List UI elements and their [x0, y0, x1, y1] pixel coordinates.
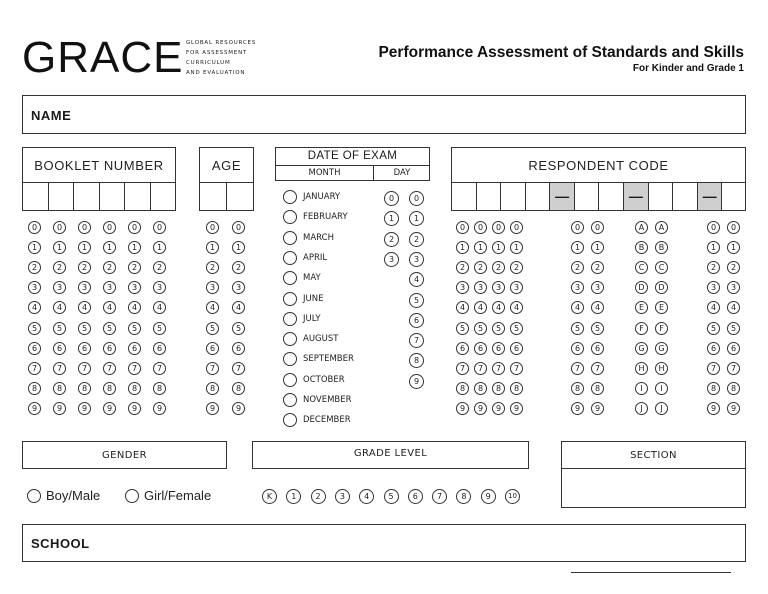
respondent-digit-bubble[interactable]: 7: [474, 362, 487, 375]
respondent-digit-bubble[interactable]: 6: [591, 342, 604, 355]
booklet-digit-bubble[interactable]: 8: [103, 382, 116, 395]
age-digit-bubble[interactable]: 9: [232, 402, 245, 415]
respondent-digit-bubble[interactable]: 3: [492, 281, 505, 294]
respondent-letter-bubble[interactable]: E: [635, 301, 648, 314]
booklet-digit-bubble[interactable]: 9: [128, 402, 141, 415]
age-digit-bubble[interactable]: 0: [232, 221, 245, 234]
respondent-code-cell[interactable]: [575, 183, 600, 210]
month-label-march: MARCH: [303, 233, 334, 243]
respondent-digit-bubble[interactable]: 4: [510, 301, 523, 314]
respondent-digit-bubble[interactable]: 1: [727, 241, 740, 254]
grade-level-bubble[interactable]: 5: [384, 489, 399, 504]
booklet-digit-bubble[interactable]: 7: [78, 362, 91, 375]
respondent-digit-bubble[interactable]: 5: [591, 322, 604, 335]
age-digit-bubble[interactable]: 2: [232, 261, 245, 274]
logo-tagline-line: FOR ASSESSMENT: [186, 50, 248, 56]
respondent-letter-bubble[interactable]: C: [635, 261, 648, 274]
booklet-number-boxes[interactable]: [22, 183, 176, 211]
respondent-letter-bubble[interactable]: H: [635, 362, 648, 375]
respondent-digit-bubble[interactable]: 0: [727, 221, 740, 234]
respondent-digit-bubble[interactable]: 6: [510, 342, 523, 355]
booklet-digit-bubble[interactable]: 4: [28, 301, 41, 314]
respondent-letter-bubble[interactable]: F: [635, 322, 648, 335]
respondent-digit-bubble[interactable]: 4: [591, 301, 604, 314]
booklet-digit-bubble[interactable]: 3: [153, 281, 166, 294]
respondent-letter-bubble[interactable]: H: [655, 362, 668, 375]
respondent-digit-bubble[interactable]: 8: [510, 382, 523, 395]
day-tens-bubble[interactable]: 2: [384, 232, 399, 247]
respondent-code-cell[interactable]: [722, 183, 747, 210]
respondent-digit-bubble[interactable]: 8: [591, 382, 604, 395]
day-units-bubble[interactable]: 5: [409, 293, 424, 308]
booklet-digit-bubble[interactable]: 2: [78, 261, 91, 274]
gender-label: GENDER: [102, 450, 147, 461]
booklet-digit-bubble[interactable]: 4: [78, 301, 91, 314]
booklet-digit-bubble[interactable]: 3: [128, 281, 141, 294]
month-radio[interactable]: [283, 231, 297, 245]
age-digit-bubble[interactable]: 5: [232, 322, 245, 335]
booklet-digit-bubble[interactable]: 4: [103, 301, 116, 314]
booklet-digit-bubble[interactable]: 0: [28, 221, 41, 234]
respondent-digit-bubble[interactable]: 1: [591, 241, 604, 254]
respondent-letter-bubble[interactable]: D: [635, 281, 648, 294]
logo-tagline-line: AND EVALUATION: [186, 70, 246, 76]
respondent-digit-bubble[interactable]: 5: [456, 322, 469, 335]
booklet-digit-bubble[interactable]: 7: [153, 362, 166, 375]
month-label-october: OCTOBER: [303, 375, 345, 385]
date-of-exam-header: [275, 147, 430, 181]
month-radio[interactable]: [283, 210, 297, 224]
age-digit-bubble[interactable]: 8: [206, 382, 219, 395]
respondent-digit-bubble[interactable]: 7: [707, 362, 720, 375]
respondent-letter-bubble[interactable]: I: [635, 382, 648, 395]
age-header: [199, 147, 254, 183]
month-radio[interactable]: [283, 373, 297, 387]
month-radio[interactable]: [283, 312, 297, 326]
respondent-digit-bubble[interactable]: 9: [492, 402, 505, 415]
respondent-code-cell[interactable]: [501, 183, 526, 210]
respondent-code-boxes[interactable]: [451, 183, 746, 211]
month-radio[interactable]: [283, 352, 297, 366]
booklet-digit-bubble[interactable]: 2: [128, 261, 141, 274]
month-label-april: APRIL: [303, 253, 328, 263]
school-field[interactable]: [22, 524, 746, 562]
respondent-digit-bubble[interactable]: 7: [456, 362, 469, 375]
booklet-digit-bubble[interactable]: 8: [28, 382, 41, 395]
age-digit-bubble[interactable]: 8: [232, 382, 245, 395]
booklet-digit-bubble[interactable]: 5: [78, 322, 91, 335]
age-digit-bubble[interactable]: 4: [232, 301, 245, 314]
signature-line: [571, 572, 731, 573]
page-title: Performance Assessment of Standards and Skills: [378, 44, 744, 61]
day-label: DAY: [393, 168, 411, 178]
day-tens-bubble[interactable]: 0: [384, 191, 399, 206]
respondent-digit-bubble[interactable]: 8: [727, 382, 740, 395]
name-field[interactable]: [22, 95, 746, 134]
booklet-digit-bubble[interactable]: 7: [103, 362, 116, 375]
gender-girl-radio[interactable]: [125, 489, 139, 503]
respondent-digit-bubble[interactable]: 3: [510, 281, 523, 294]
booklet-digit-bubble[interactable]: 1: [28, 241, 41, 254]
respondent-digit-bubble[interactable]: 0: [456, 221, 469, 234]
grade-level-bubble[interactable]: K: [262, 489, 277, 504]
grade-level-bubble[interactable]: 10: [505, 489, 520, 504]
booklet-digit-bubble[interactable]: 2: [153, 261, 166, 274]
booklet-digit-bubble[interactable]: 6: [153, 342, 166, 355]
respondent-digit-bubble[interactable]: 6: [707, 342, 720, 355]
age-digit-bubble[interactable]: 6: [232, 342, 245, 355]
respondent-digit-bubble[interactable]: 1: [492, 241, 505, 254]
gender-boy-radio[interactable]: [27, 489, 41, 503]
respondent-digit-bubble[interactable]: 1: [510, 241, 523, 254]
booklet-digit-bubble[interactable]: 2: [53, 261, 66, 274]
respondent-letter-bubble[interactable]: G: [635, 342, 648, 355]
respondent-digit-bubble[interactable]: 7: [591, 362, 604, 375]
booklet-digit-bubble[interactable]: 6: [78, 342, 91, 355]
respondent-digit-bubble[interactable]: 5: [571, 322, 584, 335]
respondent-letter-bubble[interactable]: A: [635, 221, 648, 234]
grade-level-bubble[interactable]: 2: [311, 489, 326, 504]
respondent-digit-bubble[interactable]: 3: [707, 281, 720, 294]
logo-wordmark: GRACE: [22, 33, 184, 82]
grade-level-label: GRADE LEVEL: [353, 448, 428, 459]
respondent-digit-bubble[interactable]: 1: [571, 241, 584, 254]
age-digit-bubble[interactable]: 7: [206, 362, 219, 375]
age-digit-bubble[interactable]: 7: [232, 362, 245, 375]
booklet-digit-bubble[interactable]: 1: [153, 241, 166, 254]
booklet-digit-bubble[interactable]: 3: [53, 281, 66, 294]
respondent-digit-bubble[interactable]: 4: [727, 301, 740, 314]
day-units-bubble[interactable]: 1: [409, 211, 424, 226]
month-radio[interactable]: [283, 251, 297, 265]
booklet-digit-bubble[interactable]: 6: [128, 342, 141, 355]
respondent-code-header: [451, 147, 746, 183]
respondent-digit-bubble[interactable]: 6: [456, 342, 469, 355]
gender-girl-label: Girl/Female: [144, 488, 212, 503]
respondent-digit-bubble[interactable]: 2: [456, 261, 469, 274]
section-label: SECTION: [630, 450, 677, 461]
respondent-digit-bubble[interactable]: 9: [456, 402, 469, 415]
booklet-digit-bubble[interactable]: 0: [103, 221, 116, 234]
booklet-digit-bubble[interactable]: 9: [28, 402, 41, 415]
respondent-digit-bubble[interactable]: 3: [456, 281, 469, 294]
grade-level-bubble[interactable]: 8: [456, 489, 471, 504]
respondent-digit-bubble[interactable]: 1: [707, 241, 720, 254]
month-radio[interactable]: [283, 413, 297, 427]
month-label-december: DECEMBER: [303, 415, 351, 425]
grade-level-bubble[interactable]: 6: [408, 489, 423, 504]
age-label: AGE: [211, 158, 242, 173]
respondent-digit-bubble[interactable]: 4: [492, 301, 505, 314]
respondent-code-separator[interactable]: [550, 183, 575, 210]
booklet-digit-bubble[interactable]: 3: [78, 281, 91, 294]
date-of-exam-label: DATE OF EXAM: [307, 150, 398, 162]
grade-level-header: [252, 441, 529, 469]
respondent-code-cell[interactable]: [673, 183, 698, 210]
respondent-digit-bubble[interactable]: 6: [492, 342, 505, 355]
respondent-digit-bubble[interactable]: 9: [707, 402, 720, 415]
page-subtitle: For Kinder and Grade 1: [632, 63, 744, 74]
booklet-digit-bubble[interactable]: 0: [53, 221, 66, 234]
respondent-digit-bubble[interactable]: 6: [571, 342, 584, 355]
booklet-digit-bubble[interactable]: 1: [53, 241, 66, 254]
booklet-digit-bubble[interactable]: 5: [103, 322, 116, 335]
respondent-digit-bubble[interactable]: 4: [571, 301, 584, 314]
separator-dash: —: [702, 188, 717, 204]
booklet-digit-bubble[interactable]: 5: [53, 322, 66, 335]
respondent-digit-bubble[interactable]: 2: [727, 261, 740, 274]
booklet-digit-bubble[interactable]: 4: [153, 301, 166, 314]
separator-dash: —: [555, 188, 570, 204]
booklet-digit-bubble[interactable]: 2: [103, 261, 116, 274]
school-label: SCHOOL: [31, 536, 90, 551]
booklet-digit-bubble[interactable]: 3: [103, 281, 116, 294]
respondent-digit-bubble[interactable]: 2: [571, 261, 584, 274]
age-digit-bubble[interactable]: 1: [206, 241, 219, 254]
age-boxes[interactable]: [199, 183, 254, 211]
month-label-august: AUGUST: [303, 334, 339, 344]
respondent-digit-bubble[interactable]: 6: [727, 342, 740, 355]
respondent-digit-bubble[interactable]: 6: [474, 342, 487, 355]
respondent-code-cell[interactable]: [600, 183, 625, 210]
respondent-digit-bubble[interactable]: 4: [474, 301, 487, 314]
booklet-digit-bubble[interactable]: 1: [128, 241, 141, 254]
booklet-digit-bubble[interactable]: 6: [53, 342, 66, 355]
grade-level-bubble[interactable]: 3: [335, 489, 350, 504]
month-radio[interactable]: [283, 393, 297, 407]
age-digit-bubble[interactable]: 6: [206, 342, 219, 355]
respondent-digit-bubble[interactable]: 1: [474, 241, 487, 254]
respondent-digit-bubble[interactable]: 9: [571, 402, 584, 415]
respondent-code-cell[interactable]: [452, 183, 477, 210]
booklet-digit-bubble[interactable]: 8: [128, 382, 141, 395]
respondent-digit-bubble[interactable]: 3: [474, 281, 487, 294]
month-label-may: MAY: [303, 273, 321, 283]
name-label: NAME: [31, 108, 72, 123]
respondent-digit-bubble[interactable]: 7: [571, 362, 584, 375]
booklet-digit-bubble[interactable]: 5: [128, 322, 141, 335]
booklet-digit-bubble[interactable]: 0: [78, 221, 91, 234]
month-label-february: FEBRUARY: [303, 212, 348, 222]
respondent-digit-bubble[interactable]: 9: [474, 402, 487, 415]
respondent-digit-bubble[interactable]: 7: [510, 362, 523, 375]
booklet-digit-bubble[interactable]: 4: [128, 301, 141, 314]
respondent-digit-bubble[interactable]: 7: [492, 362, 505, 375]
respondent-letter-bubble[interactable]: E: [655, 301, 668, 314]
respondent-digit-bubble[interactable]: 2: [707, 261, 720, 274]
day-tens-bubble[interactable]: 1: [384, 211, 399, 226]
booklet-digit-bubble[interactable]: 9: [53, 402, 66, 415]
booklet-digit-bubble[interactable]: 5: [28, 322, 41, 335]
respondent-letter-bubble[interactable]: D: [655, 281, 668, 294]
respondent-digit-bubble[interactable]: 4: [707, 301, 720, 314]
respondent-digit-bubble[interactable]: 8: [707, 382, 720, 395]
respondent-digit-bubble[interactable]: 9: [727, 402, 740, 415]
section-field[interactable]: [561, 469, 746, 508]
booklet-digit-bubble[interactable]: 7: [53, 362, 66, 375]
logo-tagline-line: GLOBAL RESOURCES: [186, 40, 257, 46]
grade-level-bubble[interactable]: 1: [286, 489, 301, 504]
respondent-digit-bubble[interactable]: 8: [474, 382, 487, 395]
booklet-digit-bubble[interactable]: 7: [28, 362, 41, 375]
booklet-digit-bubble[interactable]: 6: [103, 342, 116, 355]
booklet-digit-bubble[interactable]: 8: [78, 382, 91, 395]
respondent-digit-bubble[interactable]: 7: [727, 362, 740, 375]
respondent-digit-bubble[interactable]: 5: [474, 322, 487, 335]
booklet-digit-bubble[interactable]: 0: [153, 221, 166, 234]
month-radio[interactable]: [283, 190, 297, 204]
grade-level-bubble[interactable]: 7: [432, 489, 447, 504]
day-units-bubble[interactable]: 3: [409, 252, 424, 267]
grade-level-bubble[interactable]: 9: [481, 489, 496, 504]
day-units-bubble[interactable]: 9: [409, 374, 424, 389]
respondent-digit-bubble[interactable]: 0: [474, 221, 487, 234]
age-digit-bubble[interactable]: 5: [206, 322, 219, 335]
booklet-digit-bubble[interactable]: 0: [128, 221, 141, 234]
respondent-digit-bubble[interactable]: 2: [474, 261, 487, 274]
respondent-letter-bubble[interactable]: C: [655, 261, 668, 274]
respondent-digit-bubble[interactable]: 3: [591, 281, 604, 294]
booklet-digit-bubble[interactable]: 9: [78, 402, 91, 415]
section-header: [561, 441, 746, 469]
respondent-letter-bubble[interactable]: B: [655, 241, 668, 254]
respondent-digit-bubble[interactable]: 2: [492, 261, 505, 274]
month-label-january: JANUARY: [303, 192, 341, 202]
respondent-digit-bubble[interactable]: 3: [571, 281, 584, 294]
booklet-digit-bubble[interactable]: 4: [53, 301, 66, 314]
logo-tagline-line: CURRICULUM: [186, 60, 231, 66]
respondent-letter-bubble[interactable]: J: [635, 402, 648, 415]
day-units-bubble[interactable]: 0: [409, 191, 424, 206]
logo-tagline: [186, 38, 256, 78]
age-digit-bubble[interactable]: 0: [206, 221, 219, 234]
respondent-digit-bubble[interactable]: 5: [492, 322, 505, 335]
respondent-letter-bubble[interactable]: B: [635, 241, 648, 254]
age-digit-bubble[interactable]: 4: [206, 301, 219, 314]
respondent-digit-bubble[interactable]: 5: [707, 322, 720, 335]
respondent-digit-bubble[interactable]: 1: [456, 241, 469, 254]
respondent-code-cell[interactable]: [477, 183, 502, 210]
month-radio[interactable]: [283, 332, 297, 346]
respondent-code-cell[interactable]: [649, 183, 674, 210]
booklet-digit-bubble[interactable]: 2: [28, 261, 41, 274]
respondent-code-separator[interactable]: [624, 183, 649, 210]
separator-dash: —: [628, 188, 643, 204]
respondent-digit-bubble[interactable]: 8: [492, 382, 505, 395]
respondent-code-label: RESPONDENT CODE: [528, 158, 669, 173]
day-units-bubble[interactable]: 4: [409, 272, 424, 287]
age-digit-bubble[interactable]: 3: [206, 281, 219, 294]
respondent-digit-bubble[interactable]: 4: [456, 301, 469, 314]
booklet-digit-bubble[interactable]: 9: [153, 402, 166, 415]
respondent-digit-bubble[interactable]: 0: [571, 221, 584, 234]
month-label-september: SEPTEMBER: [303, 354, 354, 364]
day-tens-bubble[interactable]: 3: [384, 252, 399, 267]
age-digit-bubble[interactable]: 3: [232, 281, 245, 294]
month-label-november: NOVEMBER: [303, 395, 352, 405]
respondent-digit-bubble[interactable]: 5: [727, 322, 740, 335]
month-radio[interactable]: [283, 271, 297, 285]
month-label-june: JUNE: [303, 294, 324, 304]
month-label: MONTH: [308, 168, 341, 178]
age-digit-bubble[interactable]: 9: [206, 402, 219, 415]
respondent-digit-bubble[interactable]: 9: [510, 402, 523, 415]
grade-level-bubble[interactable]: 4: [359, 489, 374, 504]
logo: [22, 34, 262, 84]
respondent-digit-bubble[interactable]: 0: [492, 221, 505, 234]
gender-boy-label: Boy/Male: [46, 488, 101, 503]
day-units-bubble[interactable]: 2: [409, 232, 424, 247]
respondent-letter-bubble[interactable]: I: [655, 382, 668, 395]
respondent-digit-bubble[interactable]: 9: [591, 402, 604, 415]
age-digit-bubble[interactable]: 1: [232, 241, 245, 254]
booklet-digit-bubble[interactable]: 3: [28, 281, 41, 294]
booklet-number-label: BOOKLET NUMBER: [34, 158, 164, 173]
booklet-digit-bubble[interactable]: 7: [128, 362, 141, 375]
respondent-digit-bubble[interactable]: 0: [591, 221, 604, 234]
booklet-digit-bubble[interactable]: 5: [153, 322, 166, 335]
month-label-july: JULY: [303, 314, 321, 324]
booklet-digit-bubble[interactable]: 1: [103, 241, 116, 254]
respondent-letter-bubble[interactable]: G: [655, 342, 668, 355]
respondent-digit-bubble[interactable]: 8: [571, 382, 584, 395]
respondent-digit-bubble[interactable]: 3: [727, 281, 740, 294]
respondent-digit-bubble[interactable]: 2: [510, 261, 523, 274]
respondent-digit-bubble[interactable]: 5: [510, 322, 523, 335]
respondent-digit-bubble[interactable]: 0: [707, 221, 720, 234]
booklet-digit-bubble[interactable]: 8: [153, 382, 166, 395]
day-units-bubble[interactable]: 6: [409, 313, 424, 328]
booklet-number-header: [22, 147, 176, 183]
booklet-digit-bubble[interactable]: 8: [53, 382, 66, 395]
age-digit-bubble[interactable]: 2: [206, 261, 219, 274]
respondent-code-cell[interactable]: [526, 183, 551, 210]
respondent-digit-bubble[interactable]: 2: [591, 261, 604, 274]
booklet-digit-bubble[interactable]: 1: [78, 241, 91, 254]
respondent-digit-bubble[interactable]: 8: [456, 382, 469, 395]
respondent-letter-bubble[interactable]: A: [655, 221, 668, 234]
booklet-digit-bubble[interactable]: 6: [28, 342, 41, 355]
day-units-bubble[interactable]: 8: [409, 353, 424, 368]
respondent-letter-bubble[interactable]: J: [655, 402, 668, 415]
respondent-code-separator[interactable]: [698, 183, 723, 210]
respondent-letter-bubble[interactable]: F: [655, 322, 668, 335]
month-radio[interactable]: [283, 292, 297, 306]
gender-header: [22, 441, 227, 469]
respondent-digit-bubble[interactable]: 0: [510, 221, 523, 234]
day-units-bubble[interactable]: 7: [409, 333, 424, 348]
booklet-digit-bubble[interactable]: 9: [103, 402, 116, 415]
